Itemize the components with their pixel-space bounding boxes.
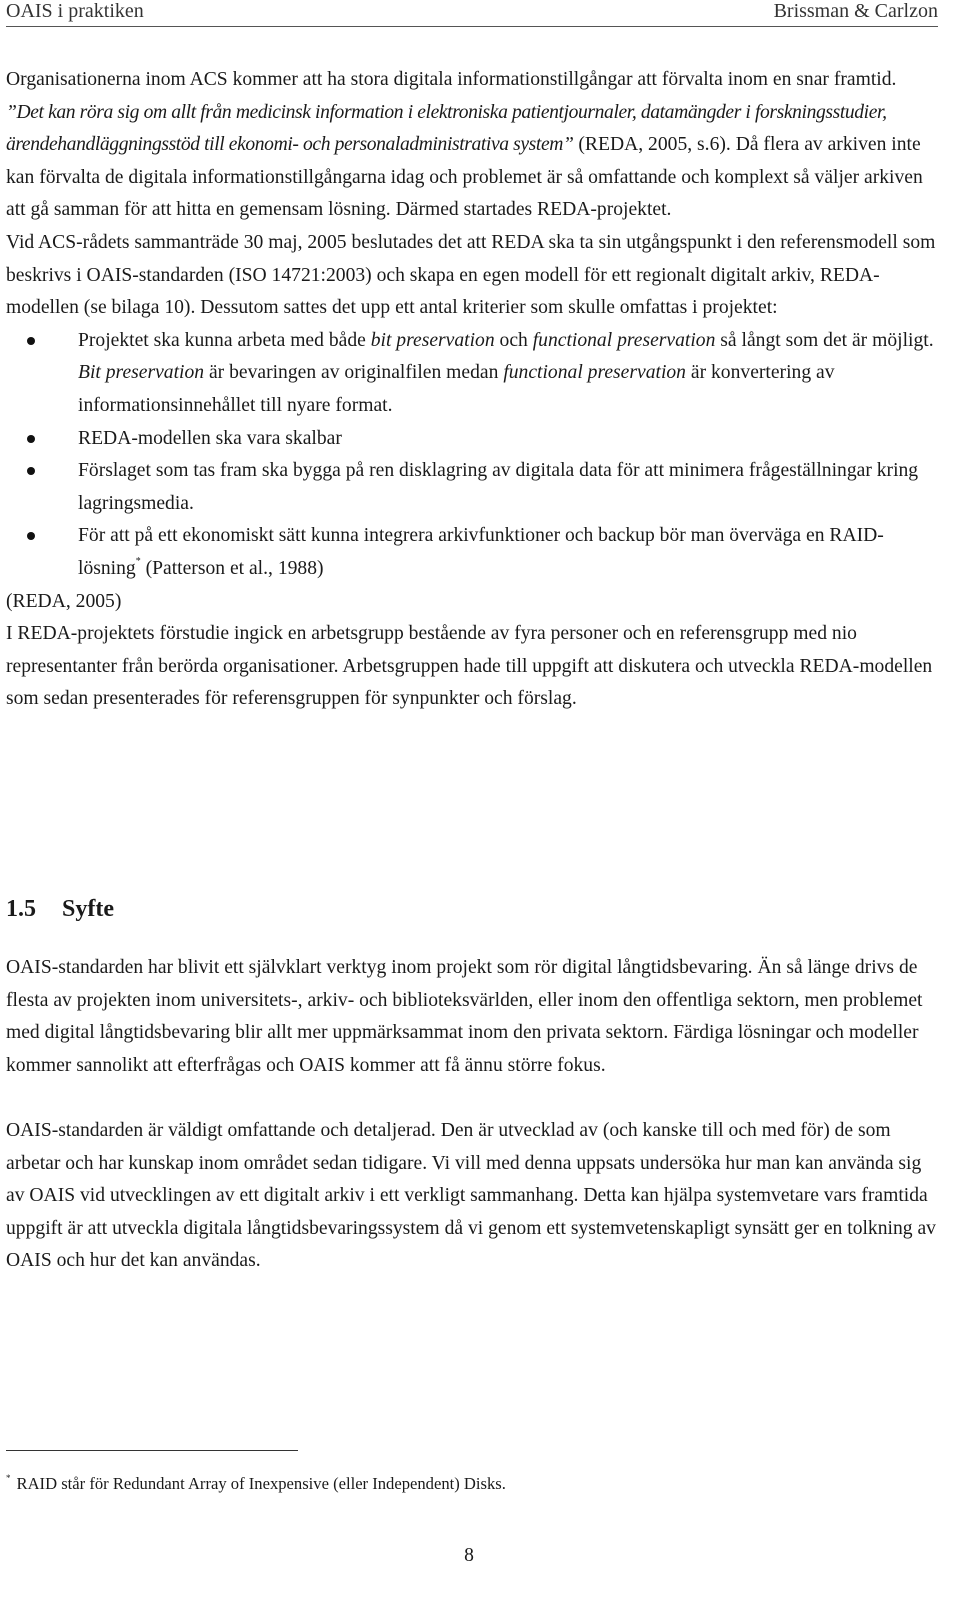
bullet-icon <box>27 532 35 540</box>
header-title: OAIS i praktiken <box>6 0 144 22</box>
section-heading <box>6 893 114 925</box>
project-paragraph: I REDA-projektets förstudie ingick en arbetsgrupp bestående av fyra personer och en referensgrupp med nio representanter från berörda organisationer. Arbetsgruppen hade till uppgift att diskutera och utveckla REDA-modellen som sedan presenterades för referensgruppen för synpunkter och förslag. <box>6 623 933 710</box>
running-header <box>6 0 938 27</box>
bullet-icon <box>27 337 35 345</box>
list-item: Projektet ska kunna arbeta med både bit preservation och functional preservation så långt som det är möjligt. Bit preservation är bevaringen av originalfilen medan functional preservation är konvertering av informationsinnehållet till nyare format. <box>6 325 938 423</box>
intro-text-start: Organisationerna inom ACS kommer att ha stora digitala informationstillgångar att förvalta inom en snar framtid. <box>6 69 897 90</box>
section-number: 1.5 <box>6 896 36 922</box>
intro-citation: (REDA, 2005, s.6). <box>573 134 736 156</box>
bullet-icon <box>27 435 35 443</box>
bullet-icon <box>27 467 35 475</box>
intro-paragraph-2: Vid ACS-rådets sammanträde 30 maj, 2005 beslutades det att REDA ska ta sin utgångspunkt i den referensmodell som beskrivs i OAIS-standarden (ISO 14721:2003) och skapa en egen modell för ett regionalt digitalt arkiv, REDA-modellen (se bilaga 10). Dessutom sattes det upp ett antal kriterier som skulle omfattas i projektet: <box>6 231 936 319</box>
intro-paragraph-1 <box>6 64 938 227</box>
footnote-reference[interactable]: * <box>135 555 141 567</box>
footnote-marker: * <box>6 1473 11 1483</box>
list-citation: (REDA, 2005) <box>6 590 122 612</box>
emphasis: Bit preservation <box>78 362 205 384</box>
header-authors: Brissman & Carlzon <box>773 0 938 22</box>
emphasis: bit preservation <box>370 329 495 351</box>
intro-quote: ”Det kan röra sig om allt från medicinsk information i elektroniska patientjournaler, datamängder i forskningsstudier, ärendehandläggningsstöd till ekonomi- och personaladministrativa system” <box>6 101 887 156</box>
emphasis: functional preservation <box>503 362 686 384</box>
list-item: För att på ett ekonomiskt sätt kunna integrera arkivfunktioner och backup bör man överväga en RAID-lösning* (Patterson et al., 1988) <box>6 520 938 585</box>
footnote-divider <box>6 1450 298 1451</box>
list-item: REDA-modellen ska vara skalbar <box>6 423 938 456</box>
footnote <box>6 1472 506 1496</box>
section-paragraph-1: OAIS-standarden har blivit ett självklart verktyg inom projekt som rör digital långtidsbevaring. Än så länge drivs de flesta av projekten inom universitets-, arkiv- och biblioteksvärlden, eller inom den offentliga sektorn, men problemet med digital långtidsbevaring blir allt mer uppmärksammat inom den privata sektorn. Färdiga lösningar och modeller kommer sannolikt att efterfrågas och OAIS kommer att få ännu större fokus. <box>6 957 923 1076</box>
list-item: Förslaget som tas fram ska bygga på ren disklagring av digitala data för att minimera frågeställningar kring lagringsmedia. <box>6 455 938 520</box>
emphasis: functional preservation <box>532 329 716 351</box>
footnote-text: RAID står för Redundant Array of Inexpensive (eller Independent) Disks. <box>16 1474 506 1493</box>
criteria-list <box>6 325 938 586</box>
section-title: Syfte <box>62 896 114 922</box>
page-number: 8 <box>464 1545 474 1566</box>
section-text-block <box>6 952 938 1278</box>
intro-text-rest: Då flera av arkiven inte kan förvalta de digitala informationstillgångarna idag och problemet är så omfattande och komplext så väljer arkiven att gå samman för att hitta en gemensam lösning. Därmed startades REDA-projektet. <box>6 134 923 221</box>
upper-text-block <box>6 64 938 716</box>
section-paragraph-2: OAIS-standarden är väldigt omfattande och detaljerad. Den är utvecklad av (och kanske till och med för) de som arbetar och har kunskap inom området sedan tidigare. Vi vill med denna uppsats undersöka hur man kan använda sig av OAIS vid utvecklingen av ett digitalt arkiv i ett verkligt sammanhang. Detta kan hjälpa systemvetare vars framtida uppgift är att utveckla digitala långtidsbevaringssystem då vi genom ett systemvetenskapligt synsätt ger en tolkning av OAIS och hur det kan användas. <box>6 1119 936 1272</box>
